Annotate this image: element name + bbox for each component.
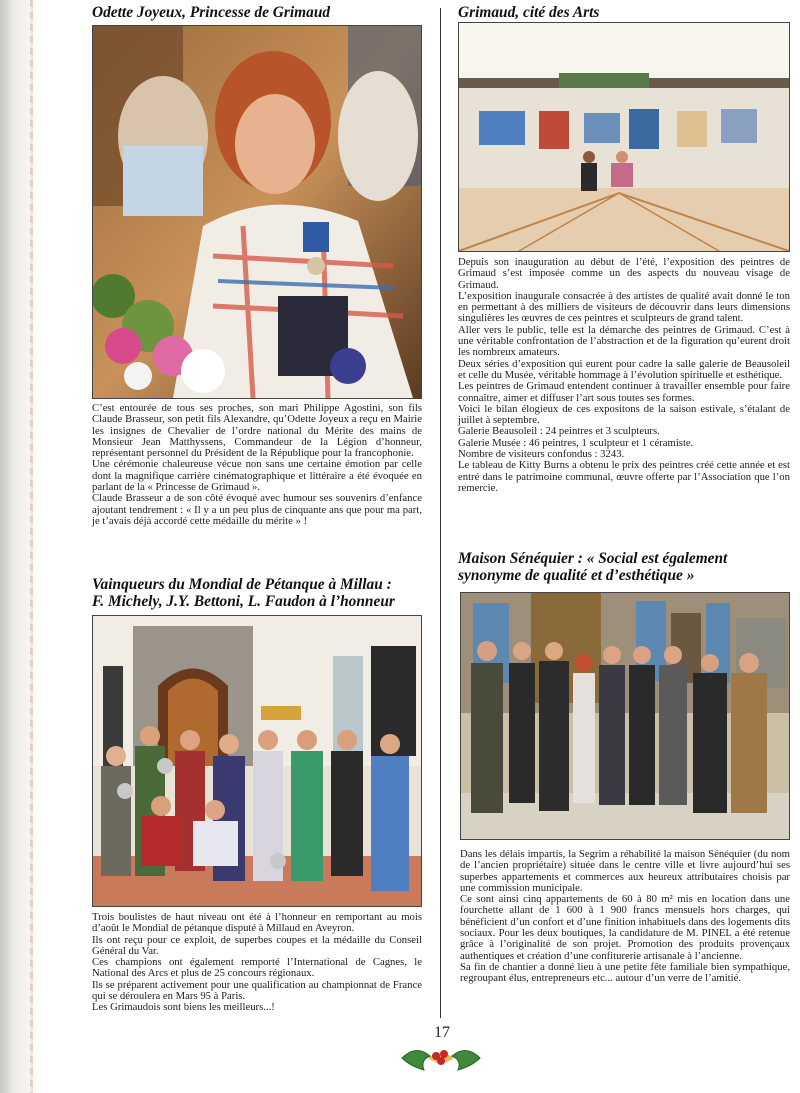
arts-heading: Grimaud, cité des Arts [458, 4, 600, 21]
senequier-heading-line2: synonyme de qualité et d’esthétique » [458, 567, 695, 584]
arts-paragraph: L’exposition inaugurale consacrée à des artistes de qualité avait donné le ton en permettant à des milliers de visiteurs de découvrir dans leurs dimensions singulières les œuvres de ces peintres et sculpteurs de grand talent. [458, 289, 790, 325]
gallery-photo-illustration [459, 23, 789, 251]
senequier-article-body [460, 849, 790, 985]
petanque-photo-illustration [93, 616, 421, 906]
senequier-heading-line1: Maison Sénéquier : « Social est également [458, 550, 728, 567]
senequier-paragraph: Sa fin de chantier a donné lieu à une petite fête familiale bien sympathique, regroupant élus, entrepreneurs etc... autour d’un verre de l’amitié. [460, 960, 790, 985]
odette-article-title [92, 4, 422, 21]
odette-paragraph: Une cérémonie chaleureuse vécue non sans une certaine émotion par celle dont la magnifique carrière cinématographique et littéraire a été évoquée en parlant de la « Princesse de Grimaud ». [92, 458, 422, 494]
column-divider [440, 8, 441, 1018]
arts-paragraph: Aller vers le public, telle est la démarche des peintres de Grimaud. C’est à une véritable confrontation de l’abstraction et de la figuration qu’eurent droit les nombreux amateurs. [458, 323, 790, 359]
arts-paragraph: Nombre de visiteurs confondus : 3243. [458, 448, 625, 461]
senequier-paragraph: Ce sont ainsi cinq appartements de 60 à 80 m² mis en location dans une fourchette allant de 1 600 à 1 900 francs mensuels hors charges, qui bénéficient d’un confort et d’une finition inhabituels dans des logements dits sociaux. Pour les deux boutiques, la candidature de M. PINEL a été retenue grâce à l’originalité de son projet. Promotion des produits provençaux authentiques et création d’une confiturerie artisanale à l’ancienne. [460, 893, 790, 962]
arts-paragraph: Deux séries d’exposition qui eurent pour cadre la salle galerie de Beausoleil et celle du Musée, véritable hommage à l’évolution spirituelle et esthétique. [458, 357, 790, 381]
odette-paragraph: C’est entourée de tous ses proches, son mari Philippe Agostini, son fils Claude Brasseur, son petit fils Alexandre, qu’Odette Joyeux a reçu en Mairie les insignes de Chevalier de l’ordre national du Mérite des mains de Monsieur Jean Matthyssens, Commandeur de la Légion d’honneur, représentant personnel du Président de la République pour la francophonie. [92, 402, 422, 460]
arts-paragraph: Galerie Musée : 46 peintres, 1 sculpteur et 1 céramiste. [458, 436, 694, 449]
petanque-article-title [92, 576, 422, 610]
senequier-paragraph: Dans les délais impartis, la Segrim a réhabilité la maison Sénéquier (du nom de l’ancien propriétaire) située dans le centre ville et livre aujourd’hui ses superbes appartements et commerces aux heureux attributaires choisis par une commission municipale. [460, 848, 790, 894]
arts-paragraph: Depuis son inauguration au début de l’été, l’exposition des peintres de Grimaud s’est imposée comme un des aspects du nouveau visage de Grimaud. [458, 256, 790, 291]
odette-joyeux-photo [92, 25, 422, 399]
arts-paragraph: Le tableau de Kitty Burns a obtenu le prix des peintres créé cette année et est entré dans le patrimoine communal, œuvre offerte par l’Association que l’on remercie. [458, 459, 790, 494]
petanque-heading-line2: F. Michely, J.Y. Bettoni, L. Faudon à l’honneur [92, 593, 395, 610]
petanque-paragraph: Ils se préparent activement pour une qualification au championnat de France qui se déroulera en Mars 95 à Paris. [92, 978, 422, 1003]
arts-article-body [458, 257, 790, 494]
arts-paragraph: Voici le bilan élogieux de ces expositons de la saison estivale, s’étalant de juillet à septembre. [458, 402, 790, 427]
senequier-photo-illustration [461, 593, 789, 839]
odette-paragraph: Claude Brasseur a de son côté évoqué avec humour ses souvenirs d’enfance ajoutant tendrement : « Il y a un peu plus de cinquante ans que pour ma part, je t’avais déjà accordé cette médaille du mérite » ! [92, 492, 422, 527]
petanque-paragraph: Trois boulistes de haut niveau ont été à l’honneur en remportant au mois d’août le Mondial de pétanque disputé à Millaud en Aveyron. [92, 911, 422, 935]
petanque-paragraph: Les Grimaudois sont biens les meilleurs...! [92, 1001, 275, 1014]
art-gallery-photo [458, 22, 790, 252]
petanque-paragraph: Ils ont reçu pour ce exploit, de superbes coupes et la médaille du Conseil Général du Var. [92, 933, 422, 957]
maison-senequier-photo [460, 592, 790, 840]
odette-photo-illustration [93, 26, 421, 398]
petanque-heading-line1: Vainqueurs du Mondial de Pétanque à Millau : [92, 576, 392, 593]
petanque-article-body [92, 912, 422, 1014]
senequier-article-title [458, 550, 790, 584]
page-edge-stripe [30, 0, 33, 1093]
page-number: 17 [434, 1024, 450, 1041]
arts-paragraph: Galerie Beausoleil : 24 peintres et 3 sculpteurs. [458, 425, 660, 438]
odette-heading: Odette Joyeux, Princesse de Grimaud [92, 4, 331, 21]
holly-ornament-icon [398, 1040, 484, 1076]
petanque-paragraph: Ces champions ont également remporté l’International de Cagnes, le National des Arcs et plus de 25 concours régionaux. [92, 956, 422, 980]
arts-paragraph: Les peintres de Grimaud entendent continuer à travailler ensemble pour faire connaître, aimer et diffuser l’art sous toutes ses formes. [458, 380, 790, 404]
arts-article-title [458, 4, 790, 21]
odette-article-body [92, 403, 422, 527]
petanque-winners-photo [92, 615, 422, 907]
